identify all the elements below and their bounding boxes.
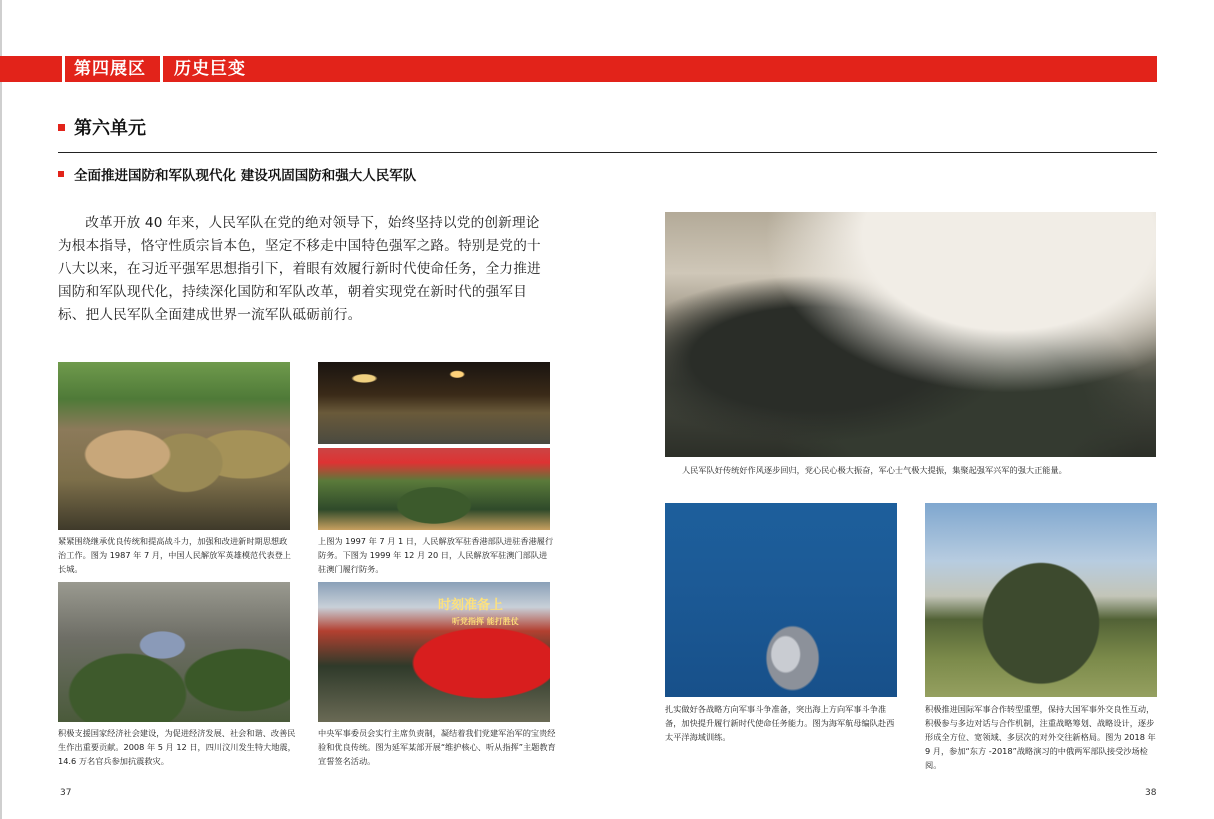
photo-macau [318, 448, 550, 530]
section-label: 第四展区 [74, 59, 146, 79]
banner-divider [62, 56, 65, 82]
caption-hk-macau: 上图为 1997 年 7 月 1 日，人民解放军驻香港部队进驻香港履行防务。下图为 1999 年 12 月 20 日，人民解放军驻澳门部队进驻澳门履行防务。 [318, 536, 554, 574]
caption-earthquake: 积极支援国家经济社会建设，为促进经济发展、社会和谐、改善民生作出重要贡献。2008 年 5 月 12 日，四川汶川发生特大地震，14.6 万名官兵参加抗震救灾。 [58, 728, 296, 766]
page-number-left: 37 [60, 788, 72, 798]
caption-oath: 中央军事委员会实行主席负责制，凝结着我们党建军治军的宝贵经验和优良传统。图为延军某部开展“维护核心、听从指挥”主题教育宣誓签名活动。 [318, 728, 556, 766]
unit-title: 第六单元 [74, 118, 146, 139]
page-edge-line [0, 0, 2, 819]
section-title: 历史巨变 [174, 59, 246, 79]
heading-rule [58, 152, 1157, 153]
photo-great-wall [58, 362, 290, 530]
photo-oath-ceremony [318, 582, 550, 722]
photo-aircraft-carrier [665, 503, 897, 697]
banner-slogan-left: 听党指挥 能打胜仗 [452, 617, 519, 626]
caption-vostok: 积极推进国际军事合作转型重塑，保持大国军事外交良性互动，积极参与多边对话与合作机制，注重战略筹划、战略设计，逐步形成全方位、宽领域、多层次的对外交往新格局。图为 2018 年 9 月，参加“东方 -2018”战略演习的中俄两军部队接受沙场检阅。 [925, 704, 1156, 770]
photo-vostok-2018 [925, 503, 1157, 697]
caption-great-wall: 紧紧围绕继承优良传统和提高战斗力，加强和改进新时期思想政治工作。图为 1987 年 7 月，中国人民解放军英雄模范代表登上长城。 [58, 536, 291, 574]
intro-paragraph: 改革开放 40 年来，人民军队在党的绝对领导下，始终坚持以党的创新理论为根本指导，恪守性质宗旨本色，坚定不移走中国特色强军之路。特别是党的十八大以来，在习近平强军思想指引下，着眼有效履行新时代使命任务，全力推进国防和军队现代化，持续深化国防和军队改革，朝着实现党在新时代的强军目标、把人民军队全面建成世界一流军队砥砺前行。 [58, 215, 541, 323]
photo-zhurihe-parade [665, 212, 1156, 457]
caption-parade: 人民军队好传统好作风逐步回归，党心民心极大振奋，军心士气极大提振，集聚起强军兴军的强大正能量。 [682, 465, 1067, 475]
subtitle-bullet [58, 171, 64, 177]
banner-slogan-right: 时刻准备上 [438, 598, 504, 613]
page-number-right: 38 [1145, 788, 1157, 798]
photo-earthquake-relief [58, 582, 290, 722]
caption-carrier: 扎实做好各战略方向军事斗争准备，突出海上方向军事斗争准备，加快提升履行新时代使命任务能力。图为海军航母编队赴西太平洋海域训练。 [665, 704, 895, 742]
banner-divider [160, 56, 163, 82]
unit-subtitle: 全面推进国防和军队现代化 建设巩固国防和强大人民军队 [74, 168, 417, 184]
unit-bullet [58, 124, 65, 131]
photo-hong-kong [318, 362, 550, 444]
